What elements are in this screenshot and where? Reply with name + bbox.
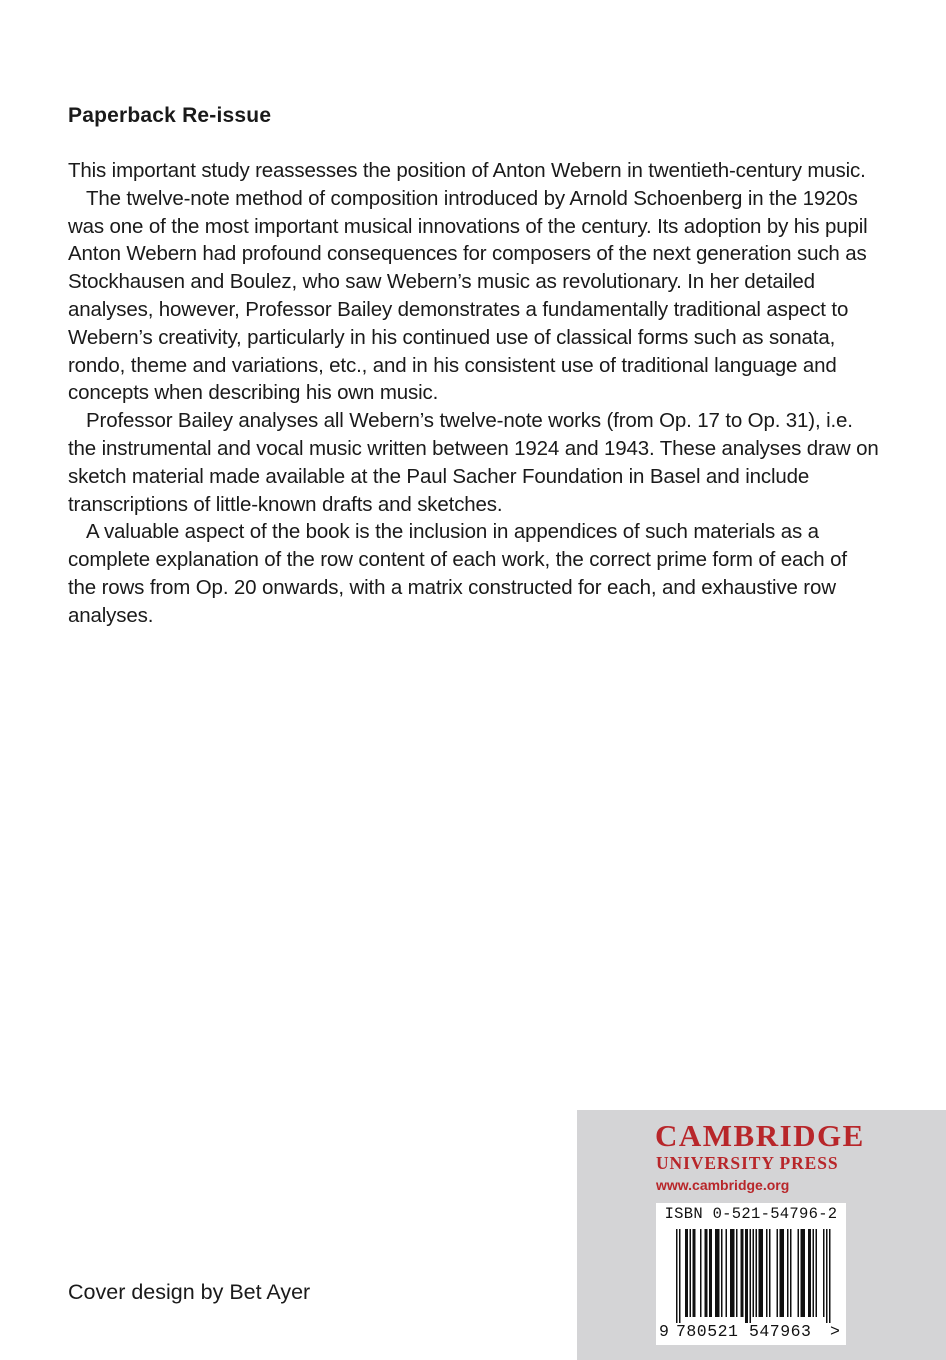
description — [68, 157, 880, 630]
ean-first-digit: 9 — [659, 1322, 669, 1341]
cover-design-credit: Cover design by Bet Ayer — [68, 1280, 311, 1304]
isbn-label: ISBN 0-521-54796-2 — [664, 1205, 838, 1223]
barcode-panel — [656, 1203, 846, 1345]
publisher-subtitle: UNIVERSITY PRESS — [656, 1153, 839, 1173]
publisher-name: CAMBRIDGE — [655, 1118, 865, 1153]
paragraph-appendices: A valuable aspect of the book is the inclusion in appendices of such materials as a complete explanation of the row content of each work, the correct prime form of each of the rows from Op. 20 onwards, with a matrix constructed for each, and exhaustive row analyses. — [68, 520, 847, 627]
heading: Paperback Re-issue — [68, 104, 272, 127]
ean-right-digits: 547963 — [749, 1322, 812, 1341]
barcode-icon — [656, 1225, 846, 1323]
paragraph-method: The twelve-note method of composition introduced by Arnold Schoenberg in the 1920s was one of the most important musical innovations of the century. Its adoption by his pupil Anton Webern had profound consequences for composers of the next generation such as Stockhausen and Boulez, who saw Webern’s music as revolutionary. In her detailed analyses, however, Professor Bailey demonstrates a fundamentally traditional aspect to Webern’s creativity, particularly in his continued use of classical forms such as sonata, rondo, theme and variations, etc., and in his consistent use of traditional language and concepts when describing his own music. — [68, 186, 868, 405]
publisher-panel — [577, 1110, 946, 1360]
paragraph-analyses: Professor Bailey analyses all Webern’s twelve-note works (from Op. 17 to Op. 31), i.e. the instrumental and vocal music written between 1924 and 1943. These analyses draw on sketch material made available at the Paul Sacher Foundation in Basel and include transcriptions of little-known drafts and sketches. — [68, 409, 879, 516]
publisher-website: www.cambridge.org — [656, 1177, 790, 1193]
ean-left-digits: 780521 — [676, 1322, 739, 1341]
ean-end-mark: > — [830, 1322, 840, 1341]
paragraph-intro: This important study reassesses the position of Anton Webern in twentieth-century music. — [68, 159, 866, 182]
